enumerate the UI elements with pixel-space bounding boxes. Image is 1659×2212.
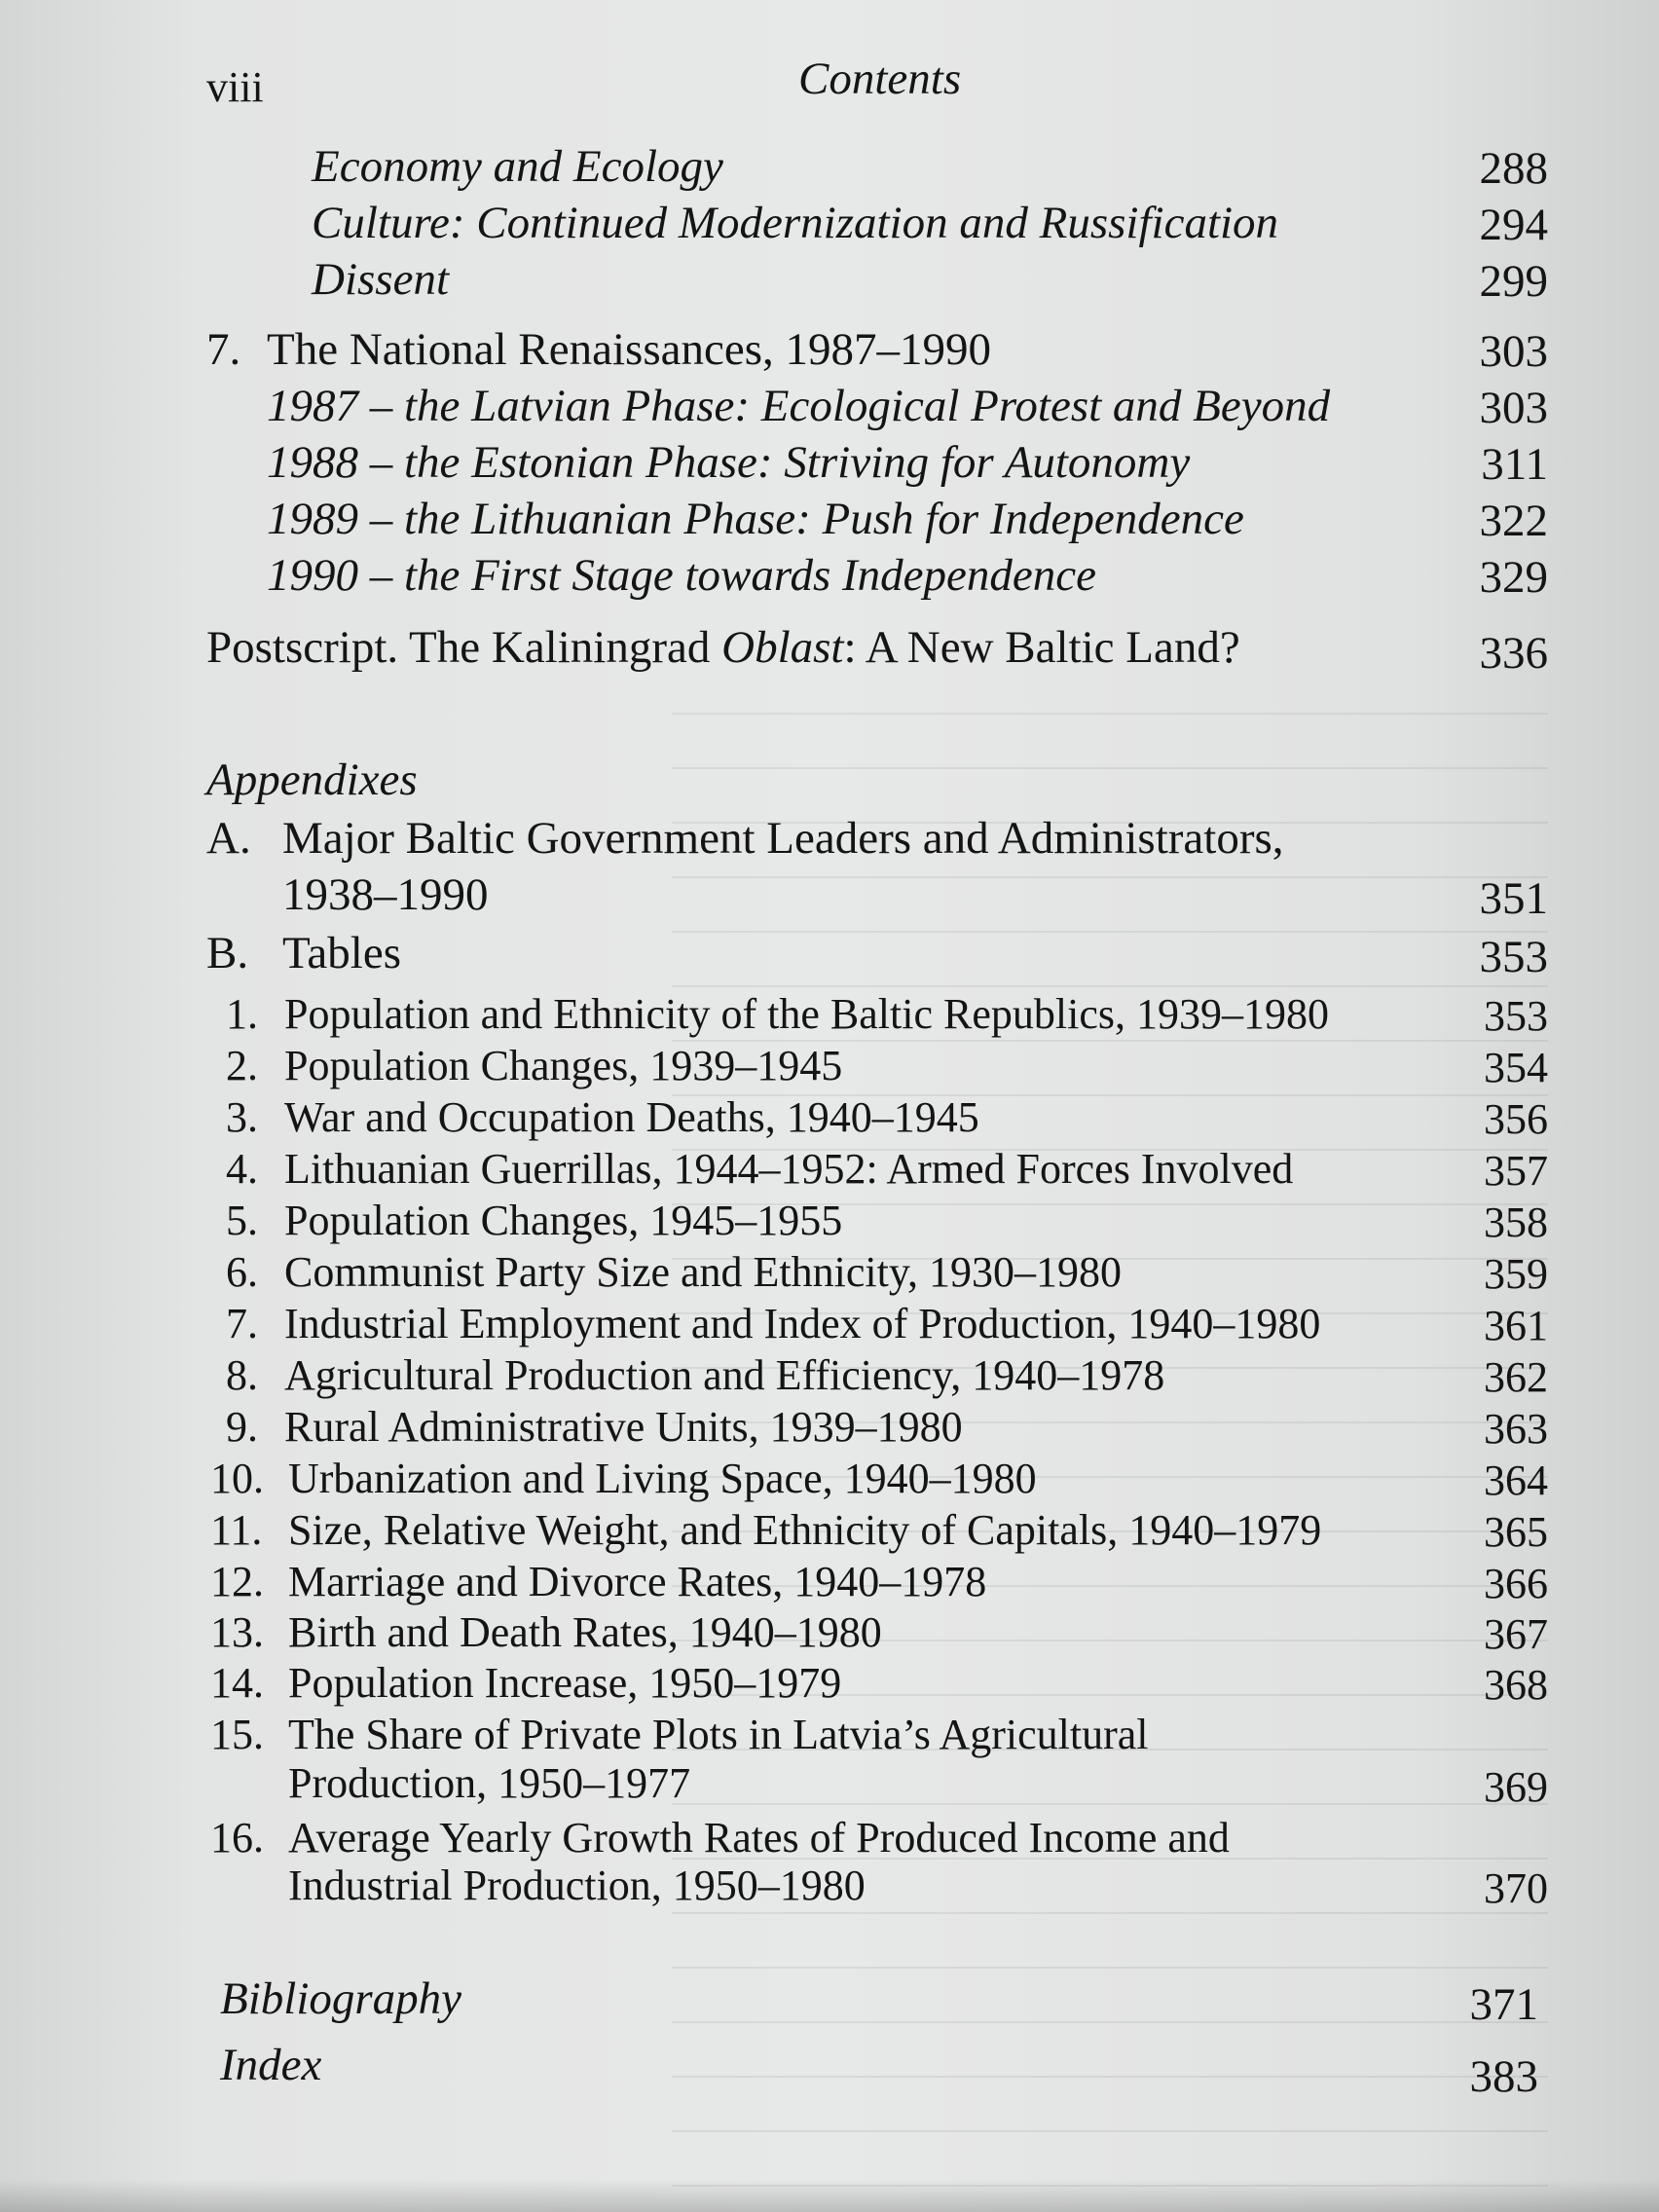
toc-entry-label: 1989 – the Lithuanian Phase: Push for Independence: [267, 494, 1244, 544]
table-title: Rural Administrative Units, 1939–1980: [284, 1403, 963, 1451]
table-title: War and Occupation Deaths, 1940–1945: [284, 1093, 979, 1141]
table-title: Average Yearly Growth Rates of Produced Income and: [288, 1814, 1230, 1862]
toc-entry-page: 369: [1484, 1763, 1548, 1811]
table-number: 15.: [210, 1711, 264, 1758]
toc-entry-page: 354: [1484, 1044, 1548, 1091]
table-number: 2.: [226, 1042, 258, 1089]
table-title: Urbanization and Living Space, 1940–1980: [288, 1455, 1037, 1502]
appendix-letter: B.: [206, 928, 249, 978]
table-number: 8.: [226, 1351, 258, 1399]
table-number: 5.: [226, 1197, 258, 1244]
table-title: Size, Relative Weight, and Ethnicity of Capitals, 1940–1979: [288, 1506, 1322, 1554]
table-number: 12.: [210, 1558, 264, 1605]
toc-entry-page: 371: [1469, 1979, 1538, 2030]
toc-entry-label: 1988 – the Estonian Phase: Striving for Autonomy: [267, 437, 1191, 488]
page-shadow: [0, 2179, 1659, 2212]
toc-entry-label: 1987 – the Latvian Phase: Ecological Protest and Beyond: [267, 381, 1331, 431]
table-number: 13.: [210, 1608, 264, 1656]
toc-entry-label: Culture: Continued Modernization and Russification: [312, 198, 1279, 248]
toc-entry-page: 294: [1479, 200, 1548, 250]
toc-entry-page: 353: [1484, 992, 1548, 1040]
toc-entry-page: 322: [1479, 496, 1548, 546]
table-title: Communist Party Size and Ethnicity, 1930–1980: [284, 1248, 1122, 1296]
toc-entry-page: 303: [1479, 383, 1548, 433]
toc-entry-page: 356: [1484, 1095, 1548, 1143]
table-number: 4.: [226, 1145, 258, 1193]
toc-entry-page: 365: [1484, 1508, 1548, 1556]
table-number: 14.: [210, 1659, 264, 1707]
toc-entry-page: 370: [1484, 1864, 1548, 1912]
chapter-number: 7.: [206, 324, 241, 375]
toc-entry-page: 364: [1484, 1456, 1548, 1504]
toc-entry-page: 383: [1469, 2051, 1538, 2102]
table-title: Agricultural Production and Efficiency, 1940–1978: [284, 1351, 1165, 1399]
table-number: 11.: [210, 1506, 263, 1554]
table-number: 6.: [226, 1248, 258, 1296]
toc-entry-label: 1990 – the First Stage towards Independence: [267, 550, 1096, 601]
page-number: viii: [206, 63, 264, 111]
toc-entry-page: 368: [1484, 1661, 1548, 1709]
toc-entry-page: 367: [1484, 1610, 1548, 1658]
toc-entry-page: 363: [1484, 1405, 1548, 1453]
table-number: 7.: [226, 1300, 258, 1347]
toc-entry-page: 303: [1479, 326, 1548, 377]
appendix-letter: A.: [206, 813, 251, 864]
toc-entry-page: 358: [1484, 1198, 1548, 1246]
appendix-title: Tables: [282, 928, 401, 978]
toc-entry-page: 351: [1479, 873, 1548, 924]
toc-entry-page: 353: [1479, 932, 1548, 982]
toc-entry-page: 288: [1479, 143, 1548, 194]
table-number: 1.: [226, 990, 258, 1038]
table-title: Production, 1950–1977: [288, 1759, 691, 1807]
toc-entry-page: 362: [1484, 1353, 1548, 1401]
toc-entry-page: 311: [1481, 439, 1548, 490]
table-number: 10.: [210, 1455, 264, 1502]
toc-entry-page: 361: [1484, 1302, 1548, 1349]
postscript-title: Postscript. The Kaliningrad Oblast: A New Baltic Land?: [206, 622, 1240, 673]
table-title: Population Changes, 1939–1945: [284, 1042, 843, 1089]
toc-entry-page: 329: [1479, 552, 1548, 603]
table-title: Industrial Employment and Index of Production, 1940–1980: [284, 1300, 1321, 1347]
appendixes-heading: Appendixes: [206, 755, 418, 805]
toc-entry-page: 366: [1484, 1560, 1548, 1607]
table-title: The Share of Private Plots in Latvia’s Agricultural: [288, 1711, 1149, 1758]
index-label: Index: [220, 2040, 322, 2090]
toc-entry-page: 336: [1479, 628, 1548, 679]
bibliography-label: Bibliography: [220, 1973, 462, 2024]
appendix-title: Major Baltic Government Leaders and Administrators,: [282, 813, 1284, 864]
toc-entry-page: 357: [1484, 1147, 1548, 1195]
table-title: Birth and Death Rates, 1940–1980: [288, 1608, 882, 1656]
toc-entry-page: 359: [1484, 1250, 1548, 1298]
table-title: Marriage and Divorce Rates, 1940–1978: [288, 1558, 987, 1605]
running-head: Contents: [798, 54, 962, 104]
table-number: 3.: [226, 1093, 258, 1141]
table-title: Industrial Production, 1950–1980: [288, 1862, 866, 1909]
table-number: 9.: [226, 1403, 258, 1451]
toc-entry-page: 299: [1479, 256, 1548, 307]
table-title: Lithuanian Guerrillas, 1944–1952: Armed Forces Involved: [284, 1145, 1294, 1193]
toc-entry-label: Dissent: [312, 254, 449, 305]
chapter-title: The National Renaissances, 1987–1990: [267, 324, 991, 375]
table-number: 16.: [210, 1814, 264, 1862]
appendix-title: 1938–1990: [282, 869, 489, 920]
table-title: Population and Ethnicity of the Baltic Republics, 1939–1980: [284, 990, 1329, 1038]
table-title: Population Increase, 1950–1979: [288, 1659, 842, 1707]
table-title: Population Changes, 1945–1955: [284, 1197, 843, 1244]
toc-entry-label: Economy and Ecology: [312, 141, 723, 192]
